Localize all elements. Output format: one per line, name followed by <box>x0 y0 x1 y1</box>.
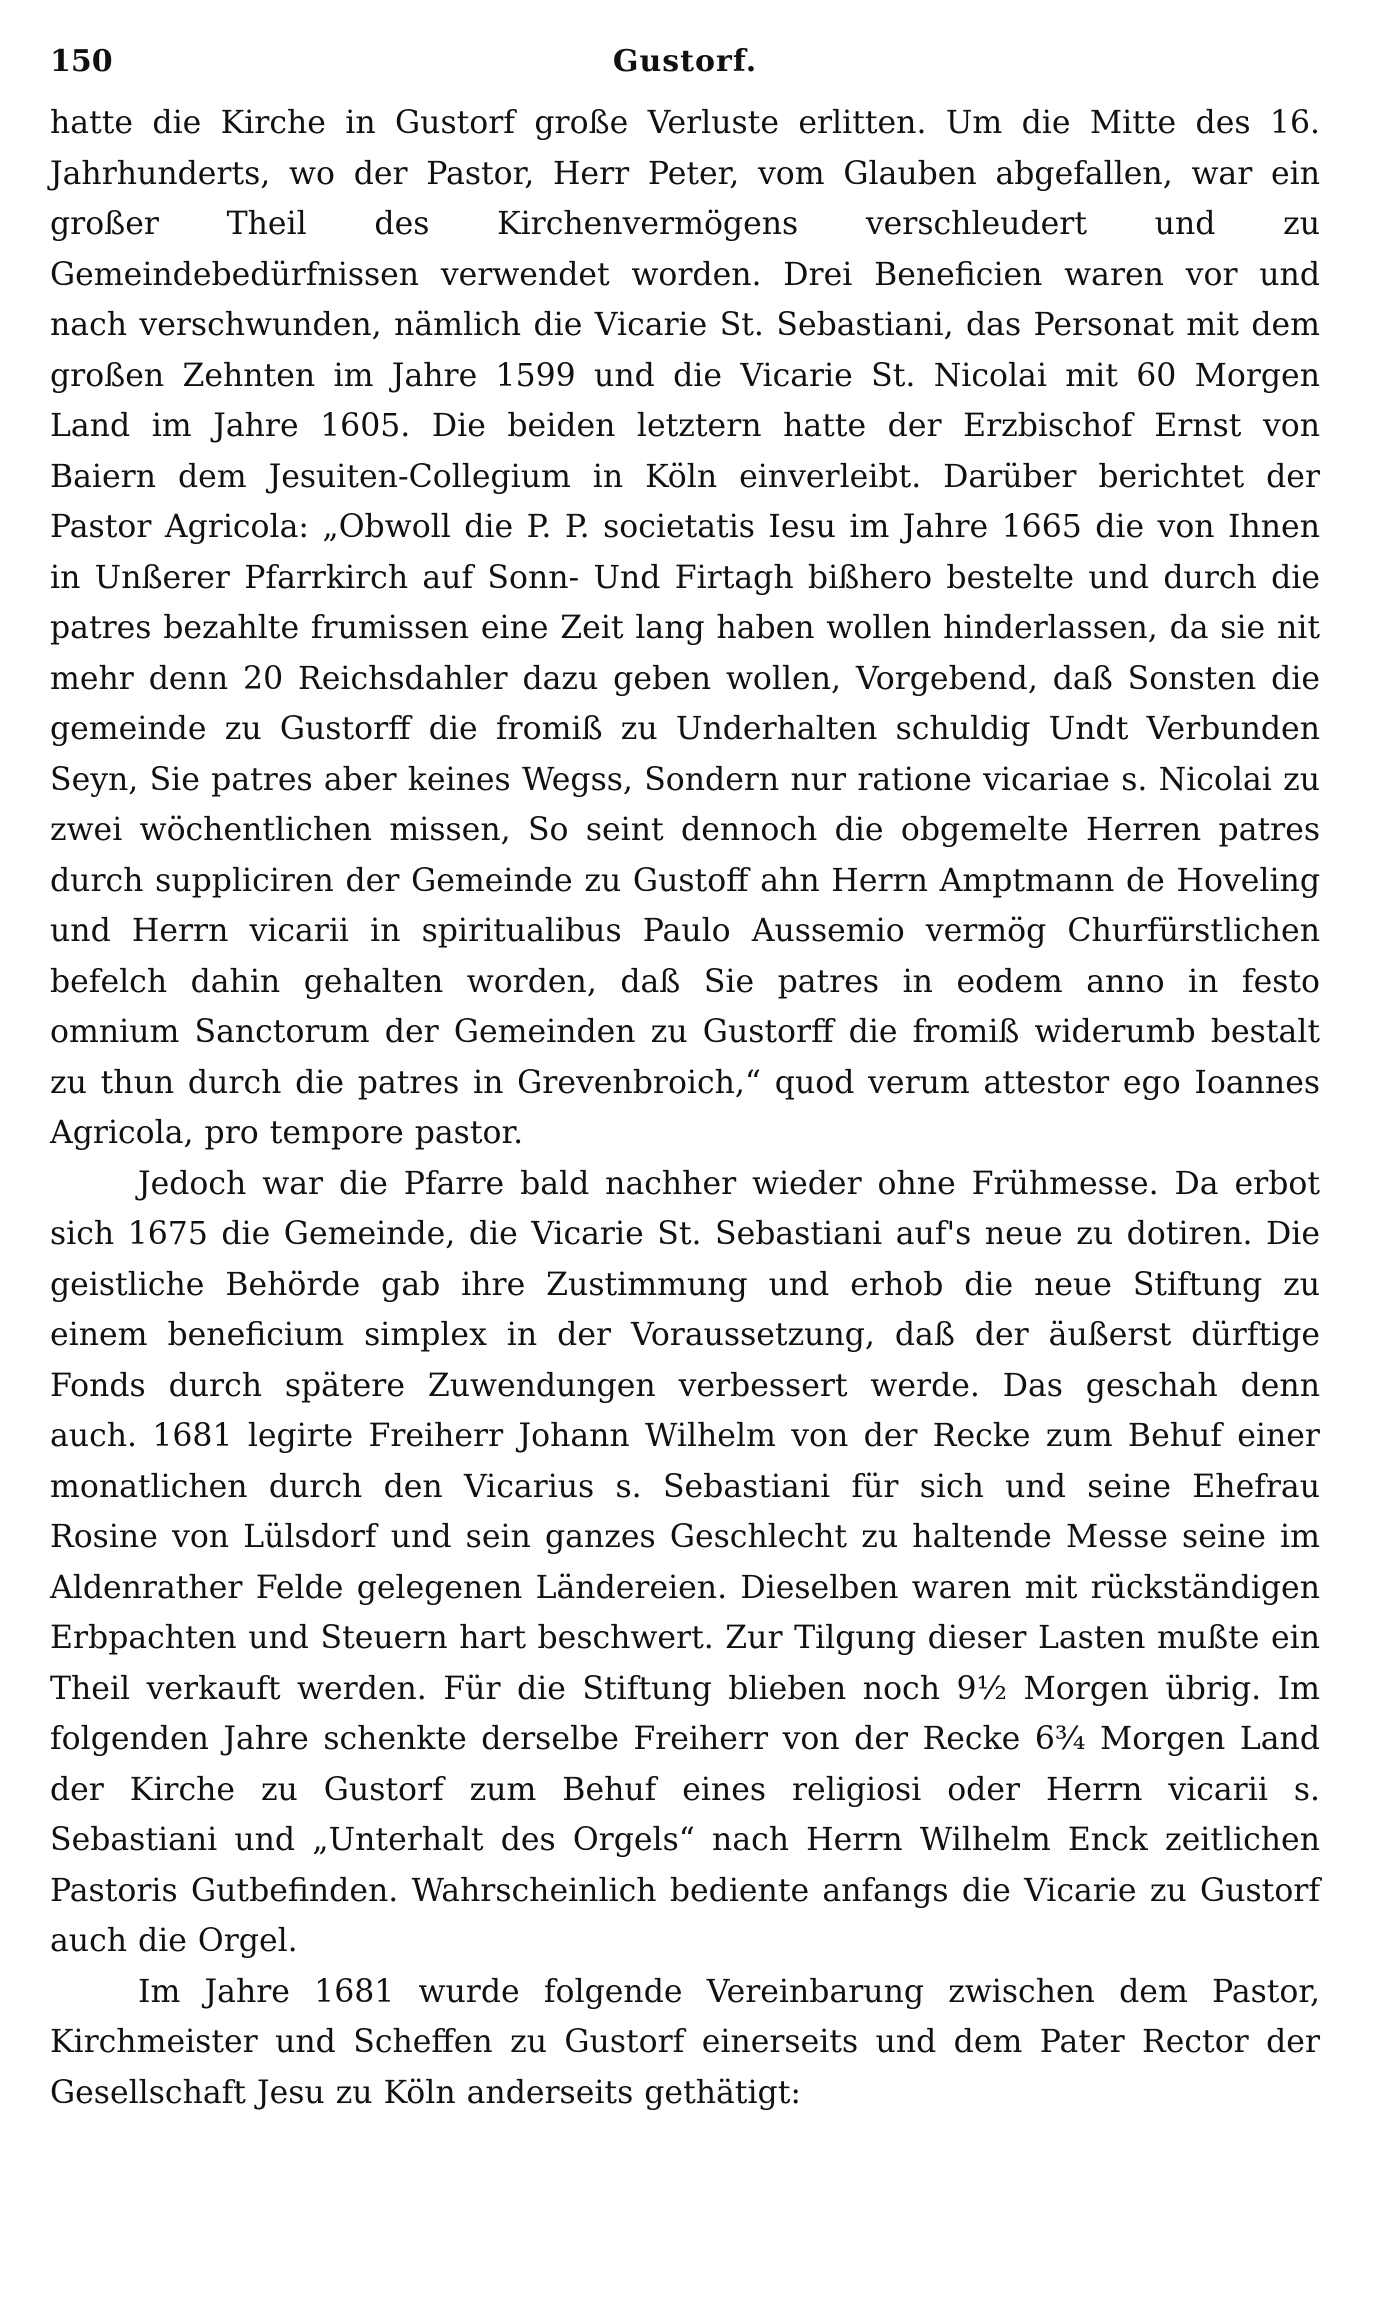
running-title: Gustorf. <box>612 44 758 79</box>
paragraph-3: Im Jahre 1681 wurde folgende Vereinbarung zwischen dem Pastor, Kirchmeister und Scheffen zu Gustorf einerseits und dem Pater Rector der Gesellschaft Jesu zu Köln anderseits gethätigt: <box>50 1973 1320 2111</box>
book-page <box>50 44 1320 2118</box>
page-number: 150 <box>50 44 113 79</box>
paragraph-2: Jedoch war die Pfarre bald nachher wieder ohne Frühmesse. Da erbot sich 1675 die Gemeinde, die Vicarie St. Sebastiani auf's neue zu dotiren. Die geistliche Behörde gab ihre Zustimmung und erhob die neue Stiftung zu einem beneficium simplex in der Voraussetzung, daß der äußerst dürftige Fonds durch spätere Zuwendungen verbessert werde. Das geschah denn auch. 1681 legirte Freiherr Johann Wilhelm von der Recke zum Behuf einer monatlichen durch den Vicarius s. Sebastiani für sich und seine Ehefrau Rosine von Lülsdorf und sein ganzes Geschlecht zu haltende Messe seine im Aldenrather Felde gelegenen Ländereien. Dieselben waren mit rückständigen Erbpachten und Steuern hart beschwert. Zur Tilgung dieser Lasten mußte ein Theil verkauft werden. Für die Stiftung blieben noch 9½ Morgen übrig. Im folgenden Jahre schenkte derselbe Freiherr von der Recke 6¾ Morgen Land der Kirche zu Gustorf zum Behuf eines religiosi oder Herrn vicarii s. Sebastiani und „Unterhalt des Orgels“ nach Herrn Wilhelm Enck zeitlichen Pastoris Gutbefinden. Wahrscheinlich bediente anfangs die Vicarie zu Gustorf auch die Orgel. <box>50 1165 1320 1959</box>
running-head <box>50 44 1320 98</box>
paragraph-1: hatte die Kirche in Gustorf große Verluste erlitten. Um die Mitte des 16. Jahrhunderts, wo der Pastor, Herr Peter, vom Glauben abgefallen, war ein großer Theil des Kirchenvermögens verschleudert und zu Gemeindebedürfnissen verwendet worden. Drei Beneficien waren vor und nach verschwunden, nämlich die Vicarie St. Sebastiani, das Personat mit dem großen Zehnten im Jahre 1599 und die Vicarie St. Nicolai mit 60 Morgen Land im Jahre 1605. Die beiden letztern hatte der Erzbischof Ernst von Baiern dem Jesuiten-Collegium in Köln einverleibt. Darüber berichtet der Pastor Agricola: „Obwoll die P. P. societatis Iesu im Jahre 1665 die von Ihnen in Unßerer Pfarrkirch auf Sonn- Und Firtagh bißhero bestelte und durch die patres bezahlte frumissen eine Zeit lang haben wollen hinderlassen, da sie nit mehr denn 20 Reichsdahler dazu geben wollen, Vorgebend, daß Sonsten die gemeinde zu Gustorff die fromiß zu Underhalten schuldig Undt Verbunden Seyn, Sie patres aber keines Wegss, Sondern nur ratione vicariae s. Nicolai zu zwei wöchentlichen missen, So seint dennoch die obgemelte Herren patres durch suppliciren der Gemeinde zu Gustoff ahn Herrn Amptmann de Hoveling und Herrn vicarii in spiritualibus Paulo Aussemio vermög Churfürstlichen befelch dahin gehalten worden, daß Sie patres in eodem anno in festo omnium Sanctorum der Gemeinden zu Gustorff die fromiß widerumb bestalt zu thun durch die patres in Grevenbroich,“ quod verum attestor ego Ioannes Agricola, pro tempore pastor. <box>50 105 1320 1151</box>
